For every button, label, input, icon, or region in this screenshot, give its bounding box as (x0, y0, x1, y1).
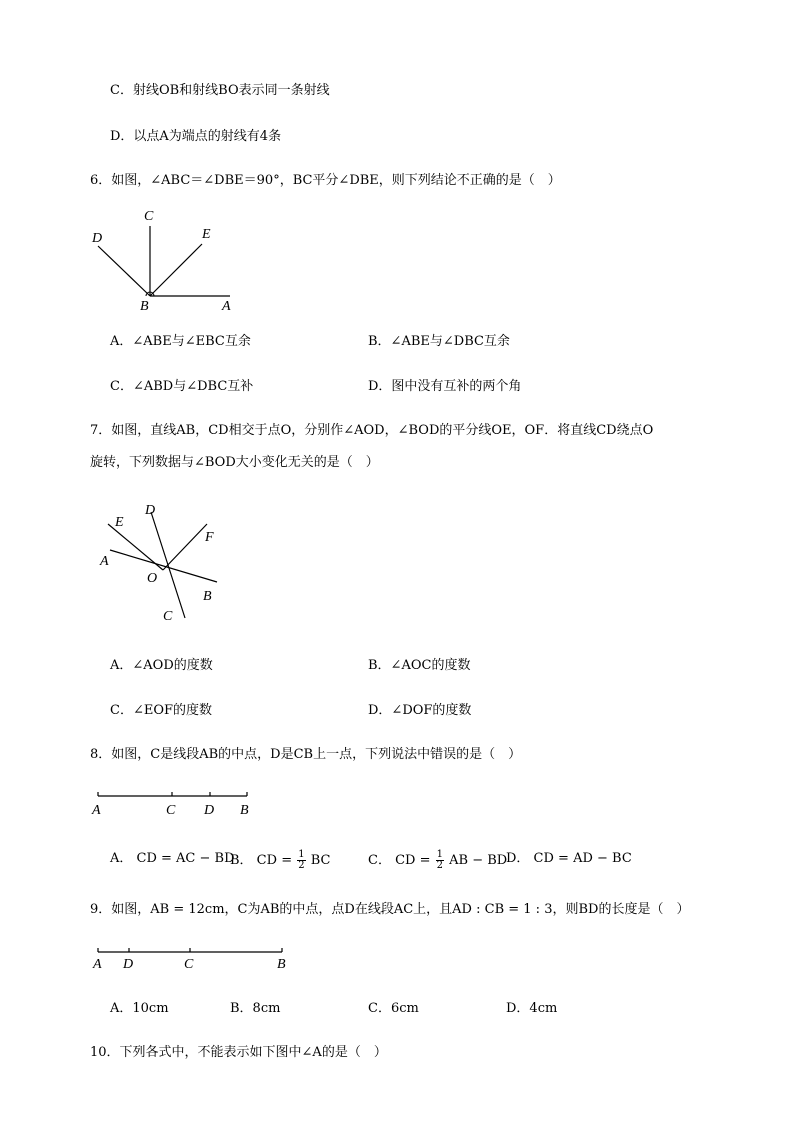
q7-label-o: O (147, 571, 158, 586)
q6-ray-be (150, 244, 202, 296)
q7-stem-line2: 旋转，下列数据与∠BOD大小变化无关的是（ ） (90, 455, 379, 470)
q7-stem-line1: 7．如图，直线AB，CD相交于点O，分别作∠AOD，∠BOD的平分线OE，OF．将直线CD绕点O (90, 423, 654, 438)
q6-option-c: C．∠ABD与∠DBC互补 (110, 379, 254, 394)
q7-label-b: B (203, 589, 212, 604)
q10-stem: 10．下列各式中，不能表示如下图中∠A的是（ ） (90, 1045, 387, 1060)
q8-option-b-fraction (297, 850, 305, 871)
q6-option-b: B．∠ABE与∠DBC互余 (368, 334, 510, 349)
q8-option-b-denominator: 2 (298, 860, 305, 871)
q9-segment-diagram (90, 944, 290, 974)
q7-label-a: A (100, 554, 109, 569)
q8-stem: 8．如图，C是线段AB的中点，D是CB上一点，下列说法中错误的是（ ） (90, 747, 522, 762)
q8-option-d: D． CD = AD − BC (506, 851, 632, 866)
q7-option-b: B．∠AOC的度数 (368, 658, 471, 673)
q8-option-b-suffix: BC (310, 853, 331, 868)
q7-lines-diagram (95, 500, 235, 630)
q8-option-c-fraction (436, 850, 444, 871)
q8-option-b-prefix: B． CD = (230, 853, 293, 868)
q9-option-d: D．4cm (506, 1001, 558, 1016)
q8-option-a: A． CD = AC − BD (110, 851, 235, 866)
q7-label-e: E (115, 515, 124, 530)
q6-label-e: E (202, 227, 211, 242)
q5-option-c: C．射线OB和射线BO表示同一条射线 (110, 83, 330, 98)
q6-option-d: D．图中没有互补的两个角 (368, 379, 522, 394)
q9-label-c: C (184, 957, 194, 972)
q8-option-c-prefix: C． CD = (368, 853, 431, 868)
q7-option-c: C．∠EOF的度数 (110, 703, 213, 718)
q8-option-c-suffix: AB − BD (449, 853, 508, 868)
q7-option-d: D．∠DOF的度数 (368, 703, 472, 718)
q9-option-c: C．6cm (368, 1001, 419, 1016)
q7-ray-of (163, 524, 207, 570)
q6-label-d: D (92, 231, 103, 246)
q8-option-c-numerator: 1 (436, 849, 443, 860)
q7-label-d: D (145, 503, 156, 518)
q7-label-f: F (205, 530, 214, 545)
q6-label-a: A (222, 299, 231, 314)
q8-option-b (230, 850, 331, 871)
q7-ray-oe (108, 524, 163, 570)
q6-stem: 6．如图，∠ABC＝∠DBE＝90°，BC平分∠DBE，则下列结论不正确的是（ ） (90, 173, 561, 188)
q9-option-b: B．8cm (230, 1001, 281, 1016)
q8-segment-diagram (90, 788, 260, 818)
q7-option-a: A．∠AOD的度数 (110, 658, 213, 673)
q9-label-d: D (123, 957, 134, 972)
q7-line-ab (110, 550, 217, 582)
q5-option-d: D．以点A为端点的射线有4条 (110, 129, 282, 144)
q8-option-c-denominator: 2 (436, 860, 443, 871)
q6-label-c: C (144, 209, 154, 224)
q6-option-a: A．∠ABE与∠EBC互余 (110, 334, 251, 349)
q8-label-b: B (240, 803, 249, 818)
q8-label-d: D (204, 803, 215, 818)
q9-stem: 9．如图，AB = 12cm，C为AB的中点，点D在线段AC上，且AD : CB = 1 : 3，则BD的长度是（ ） (90, 902, 690, 917)
q8-option-c (368, 850, 507, 871)
q9-option-a: A．10cm (110, 1001, 169, 1016)
q8-label-a: A (92, 803, 101, 818)
q6-label-b: B (140, 299, 149, 314)
q9-label-a: A (93, 957, 102, 972)
q9-label-b: B (277, 957, 286, 972)
q8-option-b-numerator: 1 (298, 849, 305, 860)
q7-label-c: C (163, 609, 173, 624)
q6-ray-bd (98, 246, 150, 296)
q8-label-c: C (166, 803, 176, 818)
q6-angle-diagram (80, 200, 260, 315)
